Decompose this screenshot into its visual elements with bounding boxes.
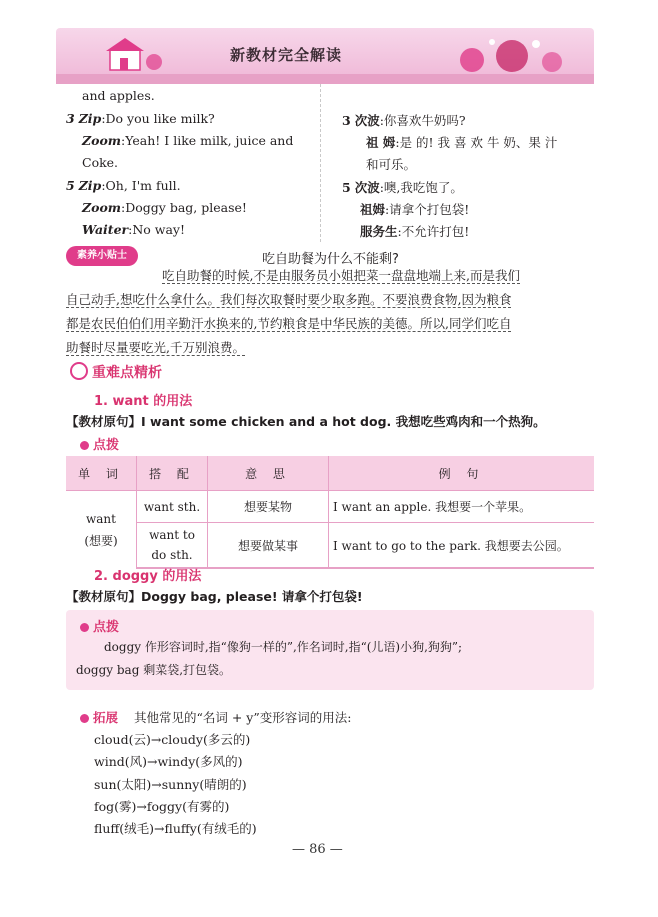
speaker-name: Zoom bbox=[82, 200, 122, 215]
dialogue-text: :Doggy bag, please! bbox=[121, 200, 247, 215]
table-cell-word: want (想要) bbox=[66, 491, 137, 569]
table-row bbox=[66, 491, 594, 523]
dianbo-heading: 点拨 bbox=[80, 434, 119, 453]
dialogue-text: :你喜欢牛奶吗? bbox=[379, 113, 466, 128]
dialogue-text: :是 的! 我 喜 欢 牛 奶、果 汁 bbox=[395, 135, 558, 150]
table-cell: want to do sth. bbox=[137, 523, 208, 569]
tips-paragraph-line: 都是农民伯伯们用辛勤汗水换来的,节约粮食是中华民族的美德。所以,同学们吃自 bbox=[66, 316, 512, 331]
dialogue-line bbox=[82, 133, 293, 148]
source-label: 【教材原句】 bbox=[66, 589, 142, 604]
table-header-cell: 意 思 bbox=[208, 456, 329, 491]
magnifier-icon bbox=[70, 362, 88, 380]
dialogue-text: :噢,我吃饱了。 bbox=[379, 180, 463, 195]
usage-table bbox=[66, 456, 594, 569]
bullet-dot-icon bbox=[80, 623, 89, 632]
extension-heading: 拓展 其他常见的“名词 + y”变形容词的用法: bbox=[80, 708, 351, 726]
source-text: I want some chicken and a hot dog. 我想吃些鸡肉和一个热狗。 bbox=[141, 414, 546, 429]
extension-intro: 其他常见的“名词 + y”变形容词的用法: bbox=[134, 710, 352, 725]
tips-paragraph-line: 自己动手,想吃什么拿什么。我们每次取餐时要少取多跑。不要浪费食物,因为粮食 bbox=[66, 292, 512, 307]
dianbo-heading: 点拨 bbox=[80, 616, 119, 635]
dialogue-line bbox=[82, 222, 185, 237]
table-header-cell: 单 词 bbox=[66, 456, 137, 491]
dialogue-text: :Yeah! I like milk, juice and bbox=[121, 133, 294, 148]
house-decoration-icon bbox=[96, 36, 166, 76]
speaker-name: Zip bbox=[78, 178, 102, 193]
bullet-dot-icon bbox=[80, 441, 89, 450]
line-number: 3 bbox=[342, 113, 351, 128]
dialogue-line: 和可乐。 bbox=[366, 157, 417, 172]
speaker-name: Zoom bbox=[82, 133, 122, 148]
tips-title: 吃自助餐为什么不能剩? bbox=[262, 252, 399, 267]
table-cell: 想要做某事 bbox=[208, 523, 329, 569]
source-label: 【教材原句】 bbox=[66, 414, 142, 429]
table-cell: I want an apple. 我想要一个苹果。 bbox=[329, 491, 595, 523]
page-number: — 86 — bbox=[292, 842, 343, 857]
dialogue-line bbox=[360, 222, 469, 240]
table-cell: I want to go to the park. 我想要去公园。 bbox=[329, 523, 595, 569]
dialogue-line bbox=[366, 133, 557, 151]
point-title: 2. doggy 的用法 bbox=[94, 569, 202, 584]
speaker-name: Waiter bbox=[82, 222, 129, 237]
dialogue-line: Coke. bbox=[82, 155, 119, 170]
table-header-row bbox=[66, 456, 594, 491]
dialogue-text: :请拿个打包袋! bbox=[385, 202, 470, 217]
table-header-cell: 例 句 bbox=[329, 456, 595, 491]
list-item: wind(风)→windy(多风的) bbox=[94, 754, 243, 769]
dialogue-text: :不允许打包! bbox=[397, 224, 470, 239]
table-row bbox=[66, 523, 594, 569]
bullet-dot-icon bbox=[80, 714, 89, 723]
page-header-title: 新教材完全解读 bbox=[230, 46, 343, 64]
tips-paragraph-line: 助餐时尽量要吃光,千万别浪费。 bbox=[66, 340, 245, 355]
dialogue-line bbox=[82, 200, 247, 215]
speaker-name: 祖 姆 bbox=[366, 135, 396, 150]
line-number: 5 bbox=[342, 180, 351, 195]
speaker-name: 次波 bbox=[354, 180, 380, 195]
speaker-name: Zip bbox=[78, 111, 102, 126]
point-title: 1. want 的用法 bbox=[94, 394, 193, 409]
speaker-name: 服务生 bbox=[360, 224, 398, 239]
tips-paragraph-line: 吃自助餐的时候,不是由服务员小姐把菜一盘盘地端上来,而是我们 bbox=[162, 268, 520, 283]
dialogue-line: and apples. bbox=[82, 88, 155, 103]
note-text: doggy 作形容词时,指“像狗一样的”,作名词时,指“(儿语)小狗,狗狗”; bbox=[104, 640, 463, 654]
list-item: sun(太阳)→sunny(晴朗的) bbox=[94, 777, 247, 792]
section-title: 重难点精析 bbox=[92, 365, 162, 381]
dialogue-line bbox=[342, 178, 463, 196]
table-cell: 想要某物 bbox=[208, 491, 329, 523]
list-item: cloud(云)→cloudy(多云的) bbox=[94, 732, 251, 747]
source-sentence bbox=[66, 587, 363, 605]
column-divider bbox=[320, 84, 322, 242]
note-text: doggy bag 剩菜袋,打包袋。 bbox=[76, 663, 232, 677]
dialogue-text: :Oh, I'm full. bbox=[101, 178, 181, 193]
dialogue-text: :No way! bbox=[128, 222, 186, 237]
dialogue-line bbox=[342, 111, 466, 129]
speaker-name: 次波 bbox=[354, 113, 380, 128]
source-sentence bbox=[66, 412, 546, 430]
floral-decoration-icon bbox=[452, 34, 582, 78]
table-header-cell: 搭 配 bbox=[137, 456, 208, 491]
line-number: 5 bbox=[66, 178, 75, 193]
dialogue-line bbox=[66, 111, 215, 126]
source-text: Doggy bag, please! 请拿个打包袋! bbox=[141, 589, 363, 604]
line-number: 3 bbox=[66, 111, 75, 126]
speaker-name: 祖姆 bbox=[360, 202, 386, 217]
dialogue-text: :Do you like milk? bbox=[101, 111, 215, 126]
list-item: fluff(绒毛)→fluffy(有绒毛的) bbox=[94, 821, 257, 836]
table-cell: want sth. bbox=[137, 491, 208, 523]
tips-badge: 素养小贴士 bbox=[66, 246, 138, 266]
dialogue-line bbox=[360, 200, 469, 218]
list-item: fog(雾)→foggy(有雾的) bbox=[94, 799, 230, 814]
dialogue-line bbox=[66, 178, 181, 193]
